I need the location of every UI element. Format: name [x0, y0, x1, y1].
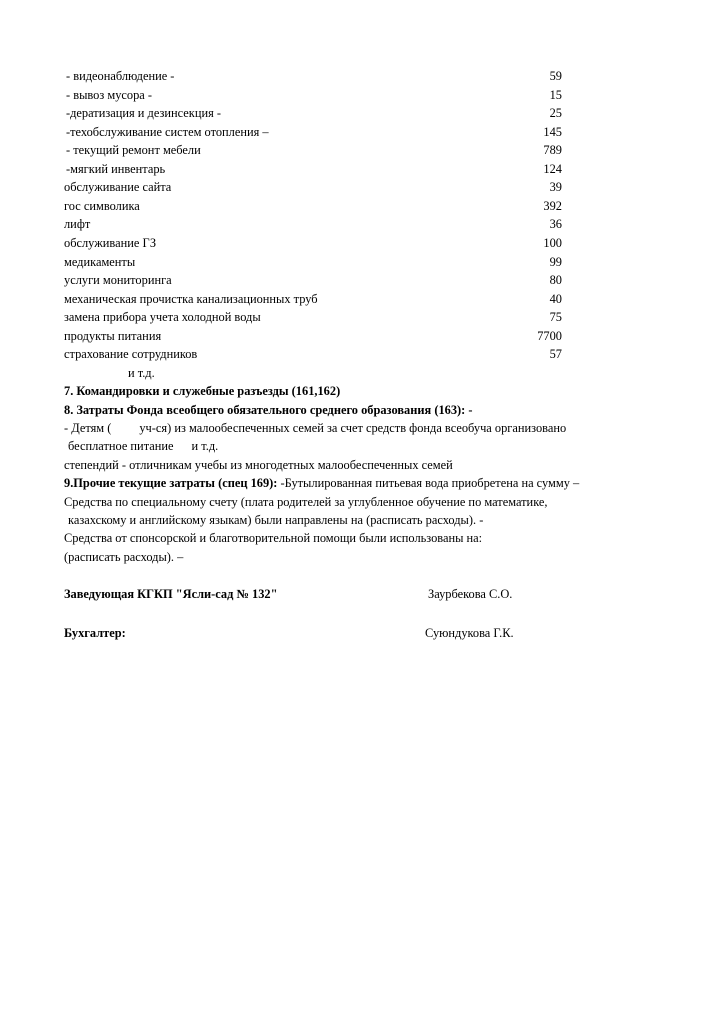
section-9-line [64, 474, 579, 492]
cost-item-row [0, 215, 724, 233]
cost-item-label: -мягкий инвентарь [66, 161, 166, 176]
cost-item-value: 25 [549, 106, 562, 121]
cost-item-value: 15 [549, 87, 562, 102]
cost-item-row [0, 123, 724, 141]
cost-item-row [0, 67, 724, 85]
cost-item-label: страхование сотрудников [64, 347, 198, 362]
etc-note: и т.д. [128, 366, 155, 380]
head-signature-name: Заурбекова С.О. [428, 587, 513, 601]
cost-item-value: 789 [543, 143, 562, 158]
cost-item-label: - видеонаблюдение - [66, 69, 175, 83]
head-signature-title: Заведующая КГКП "Ясли-сад № 132" [64, 587, 278, 601]
cost-item-label: - вывоз мусора - [66, 87, 153, 102]
cost-item-label: лифт [64, 217, 91, 232]
section-8-heading: 8. Затраты Фонда всеобщего обязательного среднего образования (163): - [64, 403, 473, 417]
cost-item-label: медикаменты [64, 254, 136, 269]
cost-item-value: 36 [549, 217, 562, 232]
cost-item-value: 75 [549, 310, 562, 325]
cost-item-value: 99 [549, 254, 562, 269]
cost-item-label: -техобслуживание систем отопления – [66, 124, 269, 139]
cost-item-row [0, 290, 724, 308]
accountant-signature-name: Суюндукова Г.К. [425, 626, 514, 640]
cost-item-value: 57 [549, 347, 562, 362]
sponsor-line-2: (расписать расходы). – [64, 550, 184, 564]
cost-item-value: 100 [543, 236, 562, 250]
cost-item-row [0, 197, 724, 215]
cost-item-label: замена прибора учета холодной воды [64, 310, 261, 325]
cost-item-row [0, 327, 724, 345]
special-account-line-2: казахскому и английскому языкам) были направлены на (расписать расходы). - [68, 513, 484, 527]
section-8-line-2 [68, 437, 218, 455]
cost-item-label: продукты питания [64, 328, 162, 343]
section-8-line-2-start: бесплатное питание [68, 439, 174, 453]
special-account-line-1: Средства по специальному счету (плата родителей за углубленное обучение по математике, [64, 495, 548, 509]
cost-item-label: услуги мониторинга [64, 273, 172, 288]
cost-item-row [0, 234, 724, 252]
section-9-text: -Бутылированная питьевая вода приобретена на сумму – [277, 476, 580, 490]
cost-item-row [0, 104, 724, 122]
cost-item-label: - текущий ремонт мебели [66, 143, 201, 158]
cost-item-value: 392 [543, 198, 562, 213]
cost-item-value: 39 [549, 180, 562, 195]
cost-item-label: обслуживание сайта [64, 180, 172, 195]
section-9-heading: 9.Прочие текущие затраты (спец 169): [64, 476, 278, 490]
cost-item-row [0, 178, 724, 196]
accountant-signature-title: Бухгалтер: [64, 626, 126, 640]
cost-item-value: 124 [543, 161, 562, 176]
cost-item-value: 59 [549, 69, 562, 83]
cost-item-row [0, 308, 724, 326]
sponsor-line-1: Средства от спонсорской и благотворительной помощи были использованы на: [64, 531, 483, 545]
section-8-line-1 [64, 419, 566, 437]
cost-item-value: 7700 [537, 328, 562, 343]
cost-item-value: 40 [549, 291, 562, 306]
section-8-line-1-end: уч-ся) из малообеспеченных семей за счет средств фонда всеобуча организовано [139, 421, 567, 435]
section-8-line-1-start: - Детям ( [64, 421, 112, 435]
cost-item-row [0, 160, 724, 178]
cost-item-value: 80 [549, 273, 562, 288]
cost-item-label: -дератизация и дезинсекция - [66, 106, 221, 121]
section-7-heading: 7. Командировки и служебные разъезды (161,162) [64, 384, 341, 398]
cost-item-label: механическая прочистка канализационных труб [64, 291, 318, 306]
cost-item-label: гос символика [64, 198, 140, 213]
cost-item-row [0, 345, 724, 363]
cost-item-row [0, 253, 724, 271]
cost-item-row [0, 86, 724, 104]
cost-item-row [0, 141, 724, 159]
cost-item-value: 145 [543, 124, 562, 139]
section-8-line-3: степендий - отличникам учебы из многодетных малообеспеченных семей [64, 458, 453, 472]
section-8-line-2-end: и т.д. [191, 439, 219, 453]
cost-item-row [0, 271, 724, 289]
cost-item-label: обслуживание ГЗ [64, 236, 157, 250]
